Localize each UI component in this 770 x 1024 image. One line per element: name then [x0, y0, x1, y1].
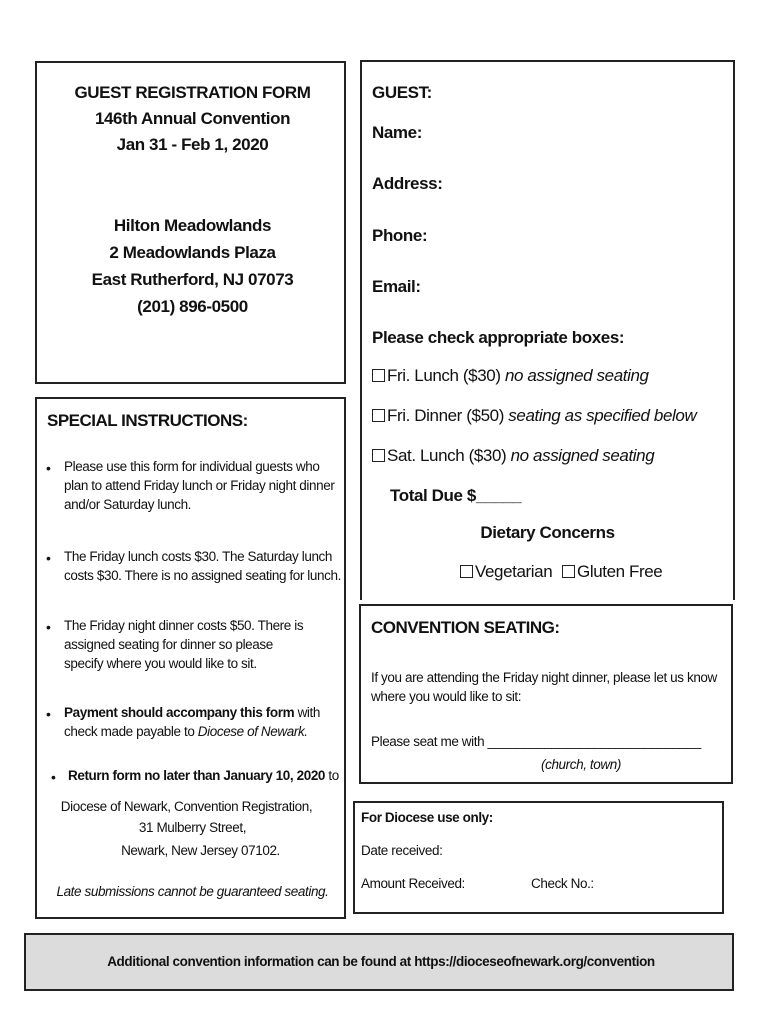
total-due[interactable]: Total Due $_____ — [390, 486, 522, 505]
bullet-icon: • — [46, 460, 51, 476]
convention-name: 146th Annual Convention — [94, 109, 291, 128]
bullet-icon: • — [46, 550, 51, 566]
instruction-4-bold: Payment should accompany this form — [64, 705, 295, 720]
seat-with-hint: (church, town) — [541, 757, 621, 772]
footer-text: Additional convention information can be found at https://dioceseofnewark.org/convention — [107, 954, 655, 969]
option-sat-lunch[interactable] — [372, 446, 654, 466]
instruction-3: The Friday night dinner costs $50. There is assigned seating for dinner so please specify where you would like to sit. — [64, 618, 304, 671]
venue-phone: (201) 896-0500 — [137, 297, 248, 316]
bullet-icon: • — [46, 619, 51, 635]
guest-box — [360, 60, 735, 600]
venue-city: East Rutherford, NJ 07073 — [91, 270, 294, 289]
option-label: Fri. Dinner ($50) — [387, 406, 504, 425]
instruction-4 — [64, 703, 339, 741]
email-field[interactable]: Email: — [372, 277, 421, 296]
date-received-field[interactable]: Date received: — [361, 843, 443, 858]
checkbox-icon[interactable] — [460, 565, 473, 578]
bullet-icon: • — [46, 706, 51, 722]
instruction-5-bold: Return form no later than January 10, 2020 — [68, 768, 326, 783]
option-label: Fri. Lunch ($30) — [387, 366, 501, 385]
instruction-4-text: with check made payable to — [64, 705, 320, 739]
instruction-5-text: to — [325, 768, 339, 783]
check-number-field[interactable]: Check No.: — [531, 876, 594, 891]
phone-field[interactable]: Phone: — [372, 226, 428, 245]
option-note: no assigned seating — [504, 366, 649, 385]
checkbox-icon[interactable] — [372, 409, 385, 422]
convention-seating-box — [359, 604, 733, 784]
guest-heading: GUEST: — [372, 83, 432, 102]
option-label: Gluten Free — [577, 562, 663, 581]
seating-instructions: If you are attending the Friday night dinner, please let us know where you would like to sit: — [371, 670, 717, 704]
seat-with-field[interactable]: Please seat me with ______________________________ — [371, 734, 701, 749]
check-heading: Please check appropriate boxes: — [372, 328, 625, 347]
amount-received-field[interactable]: Amount Received: — [361, 876, 465, 891]
form-title: GUEST REGISTRATION FORM — [74, 83, 311, 102]
special-instructions-box — [35, 397, 346, 919]
venue-street: 2 Meadowlands Plaza — [109, 243, 276, 262]
instruction-2: The Friday lunch costs $30. The Saturday lunch costs $30. There is no assigned seating for lunch. — [64, 549, 341, 583]
instruction-5 — [68, 766, 348, 785]
option-fri-dinner[interactable] — [372, 406, 696, 426]
diocese-use-box — [353, 801, 724, 914]
dietary-heading: Dietary Concerns — [480, 523, 615, 542]
option-label: Sat. Lunch ($30) — [387, 446, 507, 465]
checkbox-icon[interactable] — [562, 565, 575, 578]
option-vegetarian[interactable] — [460, 562, 552, 582]
special-instructions-title: SPECIAL INSTRUCTIONS: — [47, 411, 248, 430]
checkbox-icon[interactable] — [372, 369, 385, 382]
option-label: Vegetarian — [475, 562, 553, 581]
option-note: no assigned seating — [510, 446, 655, 465]
late-note: Late submissions cannot be guaranteed seating. — [56, 884, 329, 899]
return-address-line-2: 31 Mulberry Street, — [138, 820, 247, 835]
return-address-line-1: Diocese of Newark, Convention Registration, — [60, 799, 313, 814]
instruction-4-italic: Diocese of Newark. — [197, 724, 308, 739]
name-field[interactable]: Name: — [372, 123, 422, 142]
venue-name: Hilton Meadowlands — [113, 216, 272, 235]
option-note: seating as specified below — [508, 406, 697, 425]
option-gluten-free[interactable] — [562, 562, 662, 582]
convention-dates: Jan 31 - Feb 1, 2020 — [116, 135, 269, 154]
return-address-line-3: Newark, New Jersey 07102. — [121, 843, 280, 858]
checkbox-icon[interactable] — [372, 449, 385, 462]
instruction-1: Please use this form for individual guests who plan to attend Friday lunch or Friday night dinner and/or Saturday lunch. — [64, 459, 335, 512]
diocese-use-title: For Diocese use only: — [361, 810, 493, 825]
option-fri-lunch[interactable] — [372, 366, 649, 386]
address-field[interactable]: Address: — [372, 174, 443, 193]
bullet-icon: • — [51, 769, 56, 785]
convention-seating-title: CONVENTION SEATING: — [371, 618, 560, 637]
header-box — [35, 61, 346, 384]
footer-banner — [24, 933, 734, 991]
